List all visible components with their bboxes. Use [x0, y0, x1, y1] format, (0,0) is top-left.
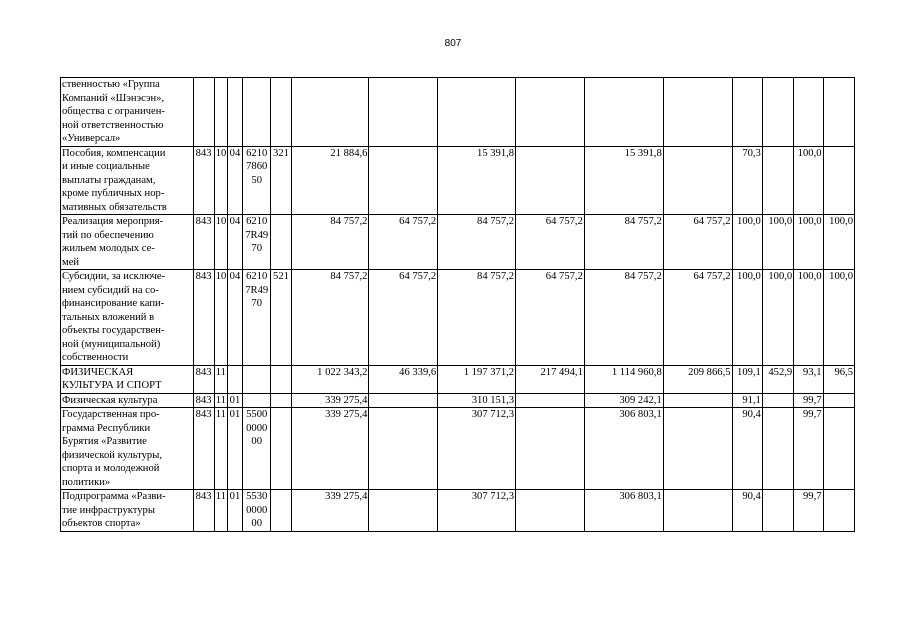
subsection-code: 04	[227, 270, 242, 366]
section-code: 10	[214, 215, 227, 270]
pct-executed-specified-federal	[823, 490, 854, 532]
row-name: Субсидии, за исключе- нием субсидий на со- финансирование капи- тальных вложений в объекты государствен- ной (муниципальной) собственности	[61, 270, 194, 366]
target-article-code: 6210 7860 50	[243, 146, 271, 215]
section-code: 11	[214, 365, 227, 393]
ministry-code: 843	[193, 393, 214, 408]
section-code: 10	[214, 270, 227, 366]
expense-type-code: 521	[271, 270, 291, 366]
pct-executed-specified: 93,1	[794, 365, 823, 393]
specified-total: 84 757,2	[438, 215, 516, 270]
ministry-code: 843	[193, 146, 214, 215]
approved-federal	[369, 78, 438, 147]
target-article-code: 5500 0000 00	[243, 408, 271, 490]
pct-executed-approved-federal	[762, 393, 793, 408]
budget-table	[60, 77, 855, 532]
approved-total	[291, 78, 369, 147]
pct-executed-specified: 99,7	[794, 393, 823, 408]
pct-executed-approved-federal	[762, 146, 793, 215]
row-name: Государственная про- грамма Республики Бурятия «Развитие физической культуры, спорта и молодежной политики»	[61, 408, 194, 490]
row-name: Подпрограмма «Разви- тие инфраструктуры объектов спорта»	[61, 490, 194, 532]
executed-federal: 209 866,5	[663, 365, 732, 393]
executed-federal	[663, 78, 732, 147]
row-name: Пособия, компенсации и иные социальные выплаты гражданам, кроме публичных нор- мативных обязательств	[61, 146, 194, 215]
table-row	[61, 365, 855, 393]
approved-federal	[369, 146, 438, 215]
approved-federal: 64 757,2	[369, 270, 438, 366]
executed-federal	[663, 393, 732, 408]
pct-executed-approved	[732, 78, 762, 147]
pct-executed-specified-federal	[823, 146, 854, 215]
pct-executed-approved-federal	[762, 408, 793, 490]
section-code	[214, 78, 227, 147]
target-article-code	[243, 393, 271, 408]
pct-executed-approved: 109,1	[732, 365, 762, 393]
executed-total: 306 803,1	[584, 408, 663, 490]
table-row	[61, 146, 855, 215]
pct-executed-approved: 90,4	[732, 490, 762, 532]
ministry-code: 843	[193, 365, 214, 393]
approved-total: 339 275,4	[291, 408, 369, 490]
executed-total	[584, 78, 663, 147]
subsection-code: 01	[227, 408, 242, 490]
ministry-code: 843	[193, 408, 214, 490]
section-code: 11	[215, 394, 226, 406]
approved-total: 21 884,6	[291, 146, 369, 215]
table-row	[61, 270, 855, 366]
executed-federal: 64 757,2	[663, 270, 732, 366]
specified-total: 307 712,3	[438, 490, 516, 532]
pct-executed-specified-federal	[823, 408, 854, 490]
ministry-code: 843	[193, 270, 214, 366]
specified-total	[438, 78, 516, 147]
executed-federal: 64 757,2	[663, 215, 732, 270]
subsection-code: 01	[227, 393, 242, 408]
table-row	[61, 393, 855, 408]
pct-executed-specified: 99,7	[794, 408, 823, 490]
expense-type-code	[271, 78, 291, 147]
target-article-code: 6210 7R49 70	[243, 270, 271, 366]
approved-federal	[369, 408, 438, 490]
approved-total: 84 757,2	[291, 215, 369, 270]
target-article-code	[243, 365, 271, 393]
approved-federal: 64 757,2	[369, 215, 438, 270]
pct-executed-specified: 100,0	[794, 215, 823, 270]
executed-federal	[663, 490, 732, 532]
subsection-code	[227, 365, 242, 393]
pct-executed-approved: 70,3	[732, 146, 762, 215]
pct-executed-approved: 100,0	[732, 215, 762, 270]
pct-executed-specified: 99,7	[794, 490, 823, 532]
ministry-code	[193, 78, 214, 147]
specified-federal: 64 757,2	[516, 270, 585, 366]
page-number: 807	[444, 38, 462, 49]
pct-executed-specified-federal: 96,5	[823, 365, 854, 393]
row-name: ФИЗИЧЕСКАЯ КУЛЬТУРА И СПОРТ	[61, 365, 194, 393]
pct-executed-specified-federal: 100,0	[823, 270, 854, 366]
pct-executed-specified-federal	[823, 393, 854, 408]
expense-type-code	[271, 393, 291, 408]
specified-federal	[516, 408, 585, 490]
executed-total: 15 391,8	[584, 146, 663, 215]
ministry-code: 843	[193, 490, 214, 532]
approved-total: 339 275,4	[291, 490, 369, 532]
approved-federal	[369, 490, 438, 532]
specified-federal	[516, 146, 585, 215]
row-name: Физическая культура	[61, 393, 194, 408]
subsection-code: 01	[227, 490, 242, 532]
specified-federal	[516, 393, 585, 408]
specified-total: 307 712,3	[438, 408, 516, 490]
executed-total: 1 114 960,8	[584, 365, 663, 393]
executed-total: 306 803,1	[584, 490, 663, 532]
executed-total: 84 757,2	[584, 215, 663, 270]
specified-total: 84 757,2	[438, 270, 516, 366]
specified-total: 15 391,8	[438, 146, 516, 215]
executed-total: 309 242,1	[584, 393, 663, 408]
expense-type-code	[271, 365, 291, 393]
target-article-code: 5530 0000 00	[243, 490, 271, 532]
executed-federal	[663, 146, 732, 215]
approved-federal: 46 339,6	[369, 365, 438, 393]
expense-type-code	[271, 490, 291, 532]
row-name: Реализация мероприя- тий по обеспечению жильем молодых се- мей	[61, 215, 194, 270]
approved-total: 1 022 343,2	[291, 365, 369, 393]
row-name: ственностью «Группа Компаний «Шэнэсэн», общества с ограничен- ной ответственностью «Универсал»	[61, 78, 194, 147]
table-row	[61, 408, 855, 490]
specified-total: 1 197 371,2	[438, 365, 516, 393]
pct-executed-approved-federal: 100,0	[762, 270, 793, 366]
specified-federal	[516, 78, 585, 147]
section-code: 11	[214, 408, 227, 490]
approved-federal	[369, 393, 438, 408]
approved-total: 84 757,2	[291, 270, 369, 366]
pct-executed-approved: 90,4	[732, 408, 762, 490]
table-row	[61, 78, 855, 147]
pct-executed-approved-federal: 452,9	[762, 365, 793, 393]
pct-executed-specified	[794, 78, 823, 147]
target-article-code: 6210 7R49 70	[243, 215, 271, 270]
executed-federal	[663, 408, 732, 490]
expense-type-code: 321	[271, 146, 291, 215]
table-row	[61, 215, 855, 270]
target-article-code	[243, 78, 271, 147]
expense-type-code	[271, 408, 291, 490]
pct-executed-specified: 100,0	[794, 146, 823, 215]
pct-executed-approved: 91,1	[732, 393, 762, 408]
specified-federal	[516, 490, 585, 532]
pct-executed-specified-federal: 100,0	[823, 215, 854, 270]
section-code: 10	[214, 146, 227, 215]
specified-federal: 64 757,2	[516, 215, 585, 270]
pct-executed-specified: 100,0	[794, 270, 823, 366]
subsection-code: 04	[227, 146, 242, 215]
pct-executed-approved-federal	[762, 78, 793, 147]
pct-executed-approved: 100,0	[732, 270, 762, 366]
expense-type-code	[271, 215, 291, 270]
section-code: 11	[214, 490, 227, 532]
pct-executed-approved-federal	[762, 490, 793, 532]
pct-executed-specified-federal	[823, 78, 854, 147]
ministry-code: 843	[193, 215, 214, 270]
approved-total: 339 275,4	[291, 393, 369, 408]
specified-total: 310 151,3	[438, 393, 516, 408]
subsection-code	[227, 78, 242, 147]
specified-federal: 217 494,1	[516, 365, 585, 393]
pct-executed-approved-federal: 100,0	[762, 215, 793, 270]
table-row	[61, 490, 855, 532]
executed-total: 84 757,2	[584, 270, 663, 366]
subsection-code: 04	[227, 215, 242, 270]
